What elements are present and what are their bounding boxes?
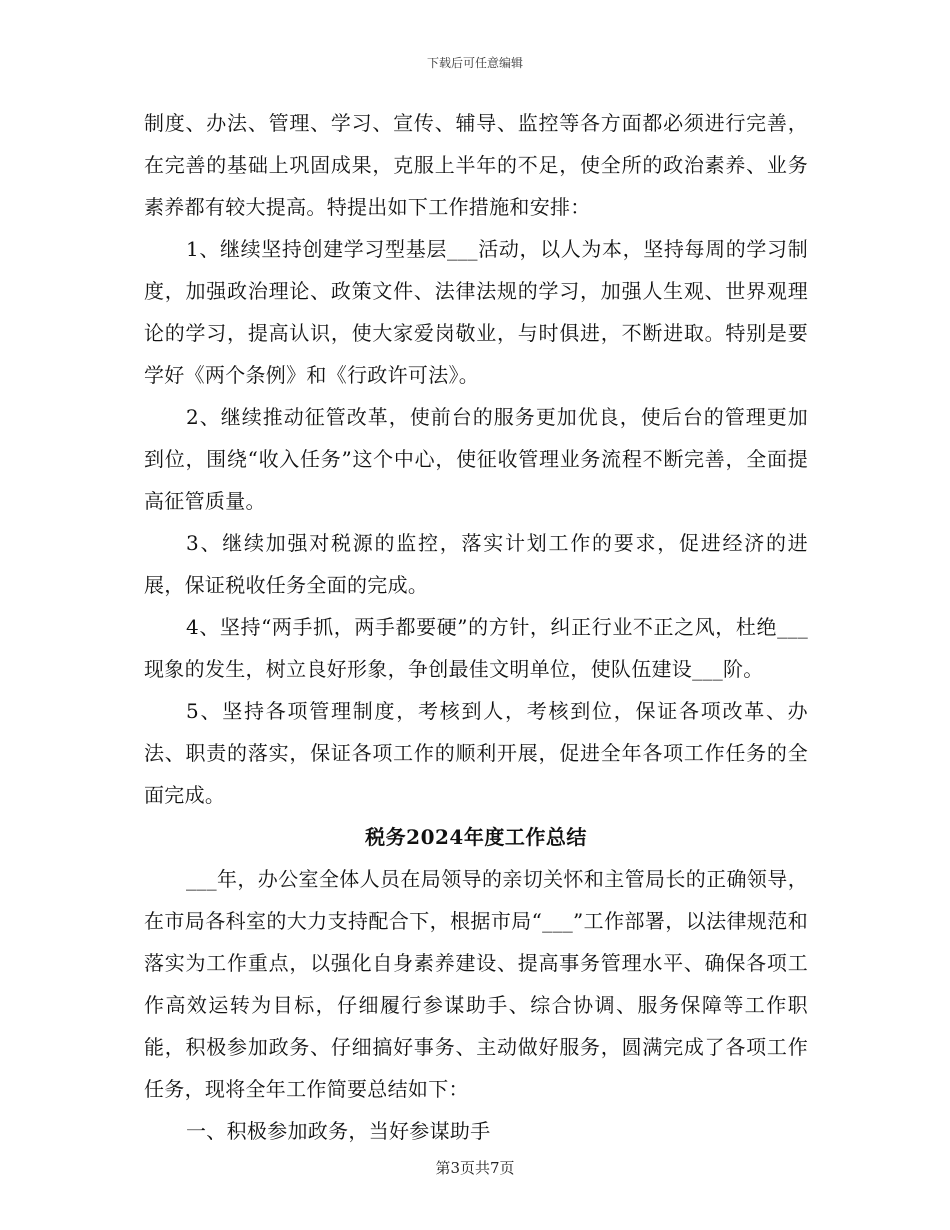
paragraph-intro: 制度、办法、管理、学习、宣传、辅导、监控等各方面都必须进行完善，在完善的基础上巩固成果，克服上半年的不足，使全所的政治素养、业务素养都有较大提高。特提出如下工作措施和安排： (144, 111, 808, 219)
page-number: 第3页共7页 (435, 1159, 515, 1177)
paragraph-item-1: 1、继续坚持创建学习型基层___活动，以人为本，坚持每周的学习制度，加强政治理论、政策文件、法律法规的学习，加强人生观、世界观理论的学习，提高认识，使大家爱岗敬业，与时俱进，不断进取。特别是要学好《两个条例》和《行政许可法》。 (144, 237, 808, 387)
document-body (144, 102, 808, 1152)
paragraph-item-3: 3、继续加强对税源的监控，落实计划工作的要求，促进经济的进展，保证税收任务全面的完成。 (144, 531, 808, 597)
header-note: 下载后可任意编辑 (426, 56, 523, 70)
paragraph-item-5: 5、坚持各项管理制度，考核到人，考核到位，保证各项改革、办法、职责的落实，保证各项工作的顺利开展，促进全年各项工作任务的全面完成。 (144, 699, 808, 807)
paragraph-summary-intro: ___年，办公室全体人员在局领导的亲切关怀和主管局长的正确领导，在市局各科室的大力支持配合下，根据市局“___”工作部署，以法律规范和落实为工作重点，以强化自身素养建设、提高事务管理水平、确保各项工作高效运转为目标，仔细履行参谋助手、综合协调、服务保障等工作职能，积极参加政务、仔细搞好事务、主动做好服务，圆满完成了各项工作任务，现将全年工作简要总结如下： (144, 867, 808, 1101)
document-title: 税务2024年度工作总结 (365, 825, 587, 849)
section-heading-1: 一、积极参加政务，当好参谋助手 (186, 1119, 491, 1143)
paragraph-item-2: 2、继续推动征管改革，使前台的服务更加优良，使后台的管理更加到位，围绕“收入任务”这个中心，使征收管理业务流程不断完善，全面提高征管质量。 (144, 405, 808, 513)
paragraph-item-4: 4、坚持“两手抓，两手都要硬”的方针，纠正行业不正之风，杜绝___现象的发生，树立良好形象，争创最佳文明单位，使队伍建设___阶。 (144, 615, 808, 681)
